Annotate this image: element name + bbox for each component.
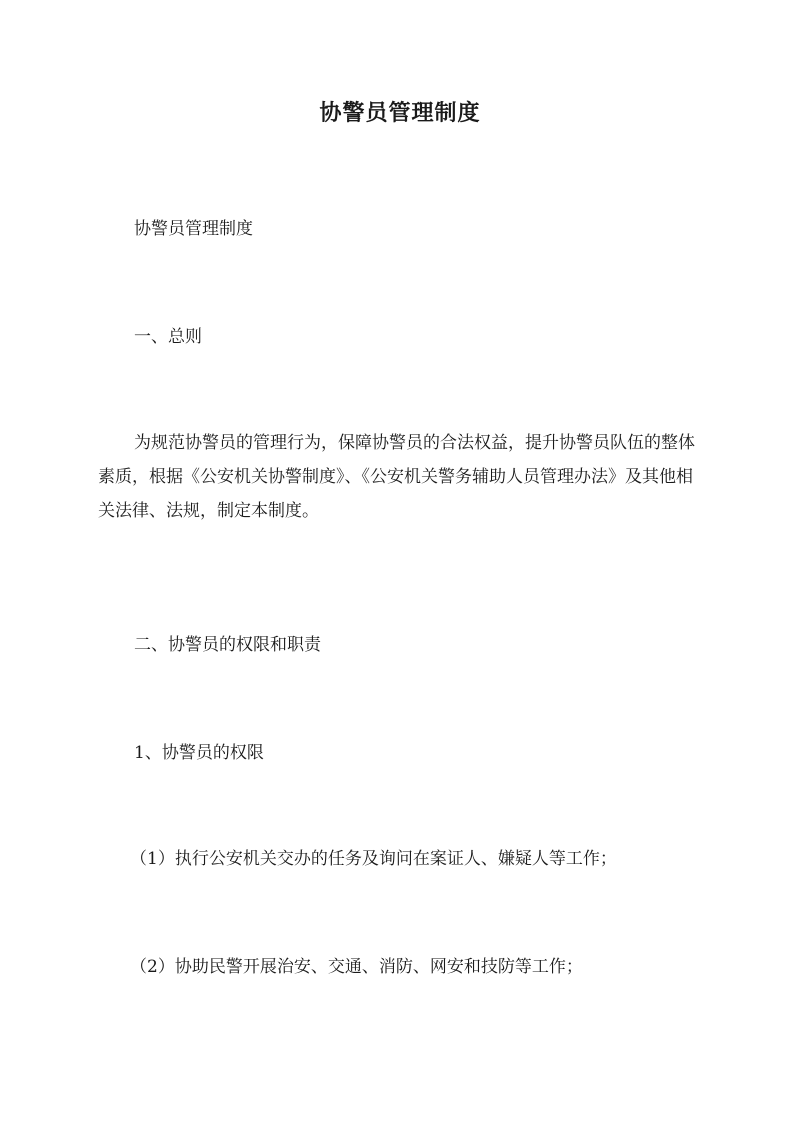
list-item: （2）协助民警开展治安、交通、消防、网安和技防等工作； <box>130 957 583 977</box>
section-heading-general: 一、总则 <box>134 327 202 347</box>
document-title: 协警员管理制度 <box>319 100 481 126</box>
list-item: （1）执行公安机关交办的任务及询问在案证人、嫌疑人等工作； <box>130 849 617 869</box>
general-principles-paragraph: 为规范协警员的管理行为，保障协警员的合法权益，提升协警员队伍的整体素质，根据《公安机关协警制度》、《公安机关警务辅助人员管理办法》及其他相关法律、法规，制定本制度。 <box>98 433 695 521</box>
document-subtitle: 协警员管理制度 <box>134 219 253 239</box>
subsection-heading-authority: 1、协警员的权限 <box>134 743 264 763</box>
section-heading-authority-duties: 二、协警员的权限和职责 <box>134 635 321 655</box>
